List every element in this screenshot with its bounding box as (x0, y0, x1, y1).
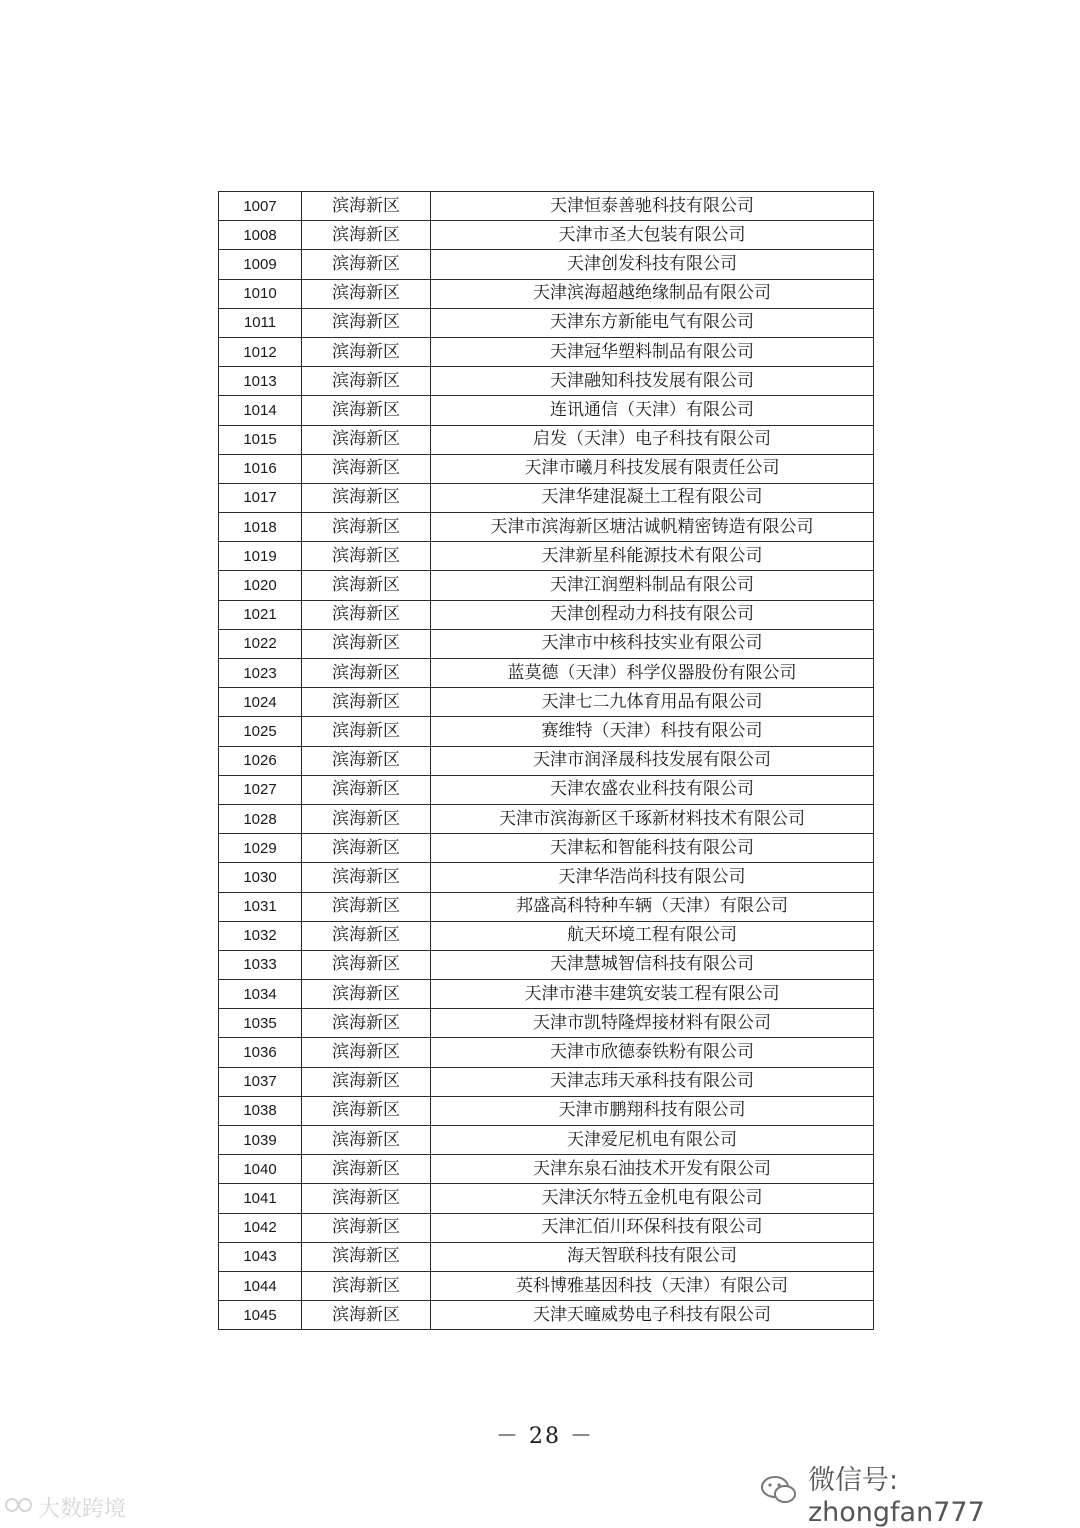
table-row (219, 279, 874, 308)
row-company: 海天智联科技有限公司 (431, 1242, 874, 1271)
table-row (219, 425, 874, 454)
table-row (219, 1067, 874, 1096)
row-number: 1026 (219, 746, 302, 775)
row-number: 1010 (219, 279, 302, 308)
row-number: 1041 (219, 1184, 302, 1213)
row-company: 天津志玮天承科技有限公司 (431, 1067, 874, 1096)
row-company: 启发（天津）电子科技有限公司 (431, 425, 874, 454)
table-row (219, 396, 874, 425)
row-district: 滨海新区 (302, 1067, 431, 1096)
row-number: 1035 (219, 1009, 302, 1038)
row-number: 1027 (219, 775, 302, 804)
table-row (219, 746, 874, 775)
table-row (219, 221, 874, 250)
table-row (219, 1155, 874, 1184)
row-number: 1032 (219, 921, 302, 950)
table-row (219, 600, 874, 629)
row-company: 天津市港丰建筑安装工程有限公司 (431, 980, 874, 1009)
row-company: 天津滨海超越绝缘制品有限公司 (431, 279, 874, 308)
row-company: 天津恒泰善驰科技有限公司 (431, 192, 874, 221)
table-row (219, 571, 874, 600)
table-row (219, 688, 874, 717)
row-district: 滨海新区 (302, 1126, 431, 1155)
row-number: 1015 (219, 425, 302, 454)
table-row (219, 1126, 874, 1155)
table-row (219, 250, 874, 279)
table-row (219, 834, 874, 863)
row-district: 滨海新区 (302, 279, 431, 308)
row-district: 滨海新区 (302, 1271, 431, 1300)
table-row (219, 367, 874, 396)
row-company: 天津市曦月科技发展有限责任公司 (431, 454, 874, 483)
row-company: 天津市中核科技实业有限公司 (431, 629, 874, 658)
row-company: 天津冠华塑料制品有限公司 (431, 337, 874, 366)
row-company: 天津华建混凝土工程有限公司 (431, 483, 874, 512)
row-number: 1011 (219, 308, 302, 337)
row-number: 1019 (219, 542, 302, 571)
table-row (219, 454, 874, 483)
row-district: 滨海新区 (302, 308, 431, 337)
row-company: 天津汇佰川环保科技有限公司 (431, 1213, 874, 1242)
table-row (219, 1213, 874, 1242)
page-number: － 28 － (496, 1424, 594, 1449)
company-table (218, 191, 874, 1330)
row-district: 滨海新区 (302, 746, 431, 775)
row-number: 1031 (219, 892, 302, 921)
row-district: 滨海新区 (302, 221, 431, 250)
row-district: 滨海新区 (302, 571, 431, 600)
row-number: 1028 (219, 804, 302, 833)
table-row (219, 1009, 874, 1038)
row-number: 1016 (219, 454, 302, 483)
table-row (219, 921, 874, 950)
row-number: 1017 (219, 483, 302, 512)
row-number: 1014 (219, 396, 302, 425)
table-row (219, 1242, 874, 1271)
table-row (219, 775, 874, 804)
row-district: 滨海新区 (302, 980, 431, 1009)
row-number: 1020 (219, 571, 302, 600)
row-number: 1033 (219, 950, 302, 979)
watermark-right-text: 微信号: zhongfan777 (808, 1465, 985, 1528)
table-row (219, 513, 874, 542)
row-company: 蓝莫德（天津）科学仪器股份有限公司 (431, 659, 874, 688)
row-district: 滨海新区 (302, 804, 431, 833)
table-row (219, 717, 874, 746)
row-district: 滨海新区 (302, 1242, 431, 1271)
row-district: 滨海新区 (302, 1038, 431, 1067)
row-number: 1040 (219, 1155, 302, 1184)
row-number: 1039 (219, 1126, 302, 1155)
row-company: 航天环境工程有限公司 (431, 921, 874, 950)
row-district: 滨海新区 (302, 1096, 431, 1125)
row-number: 1018 (219, 513, 302, 542)
row-number: 1008 (219, 221, 302, 250)
row-company: 天津市欣德泰铁粉有限公司 (431, 1038, 874, 1067)
row-district: 滨海新区 (302, 1184, 431, 1213)
table-row (219, 659, 874, 688)
row-number: 1023 (219, 659, 302, 688)
row-company: 天津市鹏翔科技有限公司 (431, 1096, 874, 1125)
row-district: 滨海新区 (302, 950, 431, 979)
row-company: 天津沃尔特五金机电有限公司 (431, 1184, 874, 1213)
row-company: 连讯通信（天津）有限公司 (431, 396, 874, 425)
watermark-left-text: 大数跨境 (38, 1497, 127, 1522)
row-number: 1037 (219, 1067, 302, 1096)
watermark-right (760, 1458, 1080, 1528)
row-company: 天津市圣大包装有限公司 (431, 221, 874, 250)
row-district: 滨海新区 (302, 717, 431, 746)
row-company: 天津东方新能电气有限公司 (431, 308, 874, 337)
row-number: 1043 (219, 1242, 302, 1271)
row-company: 天津东泉石油技术开发有限公司 (431, 1155, 874, 1184)
row-district: 滨海新区 (302, 600, 431, 629)
row-company: 天津慧城智信科技有限公司 (431, 950, 874, 979)
row-company: 天津爱尼机电有限公司 (431, 1126, 874, 1155)
table-row (219, 308, 874, 337)
row-number: 1029 (219, 834, 302, 863)
row-company: 天津创发科技有限公司 (431, 250, 874, 279)
row-district: 滨海新区 (302, 396, 431, 425)
table-row (219, 1096, 874, 1125)
row-company: 邦盛高科特种车辆（天津）有限公司 (431, 892, 874, 921)
row-number: 1013 (219, 367, 302, 396)
row-company: 天津七二九体育用品有限公司 (431, 688, 874, 717)
watermark-left (4, 1492, 126, 1523)
table-row (219, 1301, 874, 1330)
table-row (219, 192, 874, 221)
row-company: 天津华浩尚科技有限公司 (431, 863, 874, 892)
row-district: 滨海新区 (302, 834, 431, 863)
row-number: 1021 (219, 600, 302, 629)
table-row (219, 337, 874, 366)
table-row (219, 804, 874, 833)
row-district: 滨海新区 (302, 688, 431, 717)
wechat-icon (760, 1474, 798, 1513)
row-district: 滨海新区 (302, 454, 431, 483)
row-number: 1007 (219, 192, 302, 221)
row-company: 天津融知科技发展有限公司 (431, 367, 874, 396)
row-district: 滨海新区 (302, 659, 431, 688)
row-company: 赛维特（天津）科技有限公司 (431, 717, 874, 746)
row-number: 1038 (219, 1096, 302, 1125)
row-district: 滨海新区 (302, 892, 431, 921)
table-row (219, 950, 874, 979)
table-row (219, 863, 874, 892)
row-district: 滨海新区 (302, 192, 431, 221)
row-company: 天津市润泽晟科技发展有限公司 (431, 746, 874, 775)
row-company: 天津创程动力科技有限公司 (431, 600, 874, 629)
table-row (219, 1184, 874, 1213)
row-district: 滨海新区 (302, 1301, 431, 1330)
row-number: 1009 (219, 250, 302, 279)
table-row (219, 980, 874, 1009)
row-number: 1044 (219, 1271, 302, 1300)
row-district: 滨海新区 (302, 921, 431, 950)
row-district: 滨海新区 (302, 542, 431, 571)
row-company: 天津农盛农业科技有限公司 (431, 775, 874, 804)
row-district: 滨海新区 (302, 425, 431, 454)
row-district: 滨海新区 (302, 367, 431, 396)
table-row (219, 892, 874, 921)
row-district: 滨海新区 (302, 1213, 431, 1242)
row-company: 天津天曈威势电子科技有限公司 (431, 1301, 874, 1330)
row-district: 滨海新区 (302, 1009, 431, 1038)
row-district: 滨海新区 (302, 863, 431, 892)
row-district: 滨海新区 (302, 483, 431, 512)
row-number: 1045 (219, 1301, 302, 1330)
row-district: 滨海新区 (302, 513, 431, 542)
row-number: 1024 (219, 688, 302, 717)
row-number: 1022 (219, 629, 302, 658)
table-body (219, 192, 874, 1330)
row-company: 天津新星科能源技术有限公司 (431, 542, 874, 571)
row-company: 天津市凯特隆焊接材料有限公司 (431, 1009, 874, 1038)
row-number: 1034 (219, 980, 302, 1009)
row-district: 滨海新区 (302, 1155, 431, 1184)
row-company: 天津市滨海新区千琢新材料技术有限公司 (431, 804, 874, 833)
row-number: 1036 (219, 1038, 302, 1067)
row-district: 滨海新区 (302, 250, 431, 279)
row-company: 英科博雅基因科技（天津）有限公司 (431, 1271, 874, 1300)
row-company: 天津市滨海新区塘沽诚帆精密铸造有限公司 (431, 513, 874, 542)
table-row (219, 1038, 874, 1067)
logo-icon (4, 1495, 34, 1521)
row-company: 天津耘和智能科技有限公司 (431, 834, 874, 863)
table-row (219, 1271, 874, 1300)
row-number: 1042 (219, 1213, 302, 1242)
row-district: 滨海新区 (302, 337, 431, 366)
row-number: 1012 (219, 337, 302, 366)
row-company: 天津江润塑料制品有限公司 (431, 571, 874, 600)
row-number: 1025 (219, 717, 302, 746)
row-district: 滨海新区 (302, 629, 431, 658)
table-row (219, 629, 874, 658)
row-number: 1030 (219, 863, 302, 892)
table-row (219, 542, 874, 571)
table-row (219, 483, 874, 512)
row-district: 滨海新区 (302, 775, 431, 804)
